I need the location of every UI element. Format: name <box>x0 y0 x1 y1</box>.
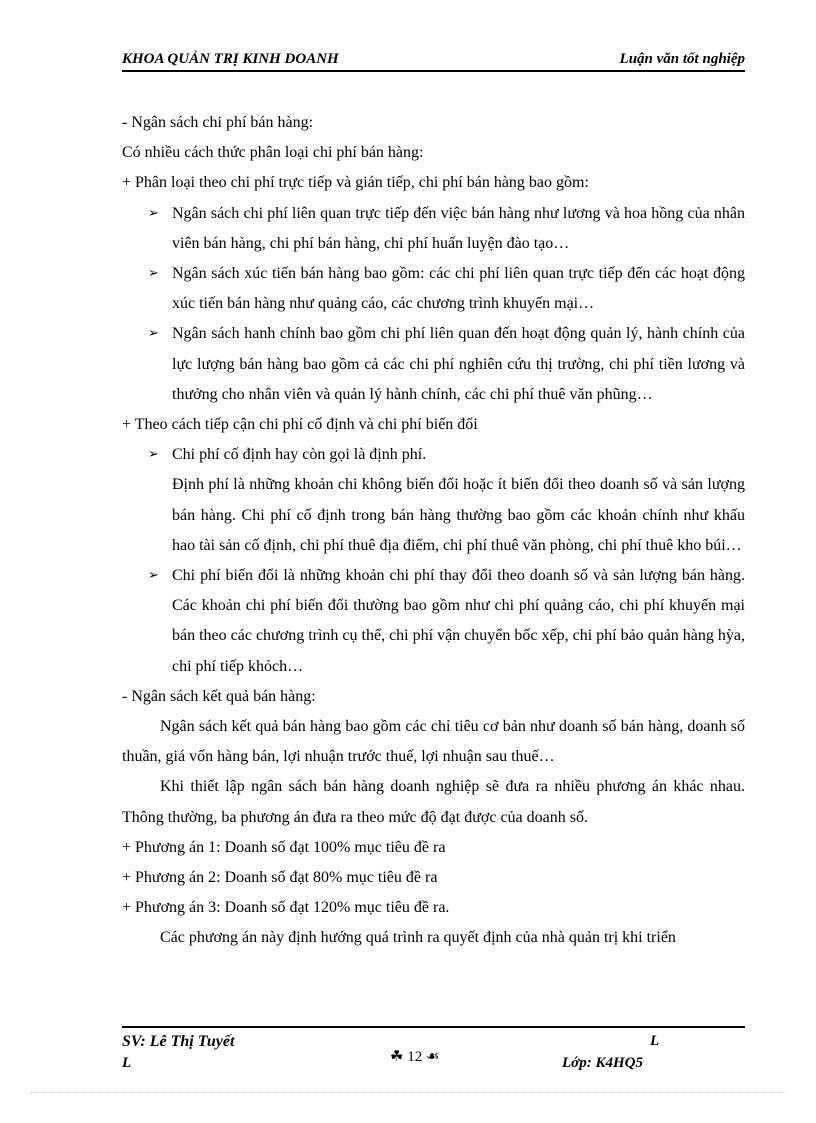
paragraph-options: Khi thiết lập ngân sách bán hàng doanh nghiệp sẽ đưa ra nhiều phương án khác nhau. Thông thường, ba phương án đưa ra theo mức độ đạt được của doanh số. <box>122 778 745 826</box>
page-header <box>122 48 745 72</box>
bullet-item <box>122 561 745 682</box>
document-type: Luận văn tốt nghiệp <box>619 51 745 67</box>
arrow-bullet-icon: ➢ <box>148 568 159 584</box>
class-fragment: L <box>650 1033 660 1049</box>
student-name-fragment: L <box>122 1055 132 1071</box>
classification-direct-indirect: + Phân loại theo chi phí trực tiếp và gián tiếp, chi phí bán hàng bao gồm: <box>122 174 589 192</box>
bullet-item <box>122 259 745 319</box>
bullet-text: Ngân sách xúc tiến bán hàng bao gồm: các chi phí liên quan trực tiếp đến các hoạt động xúc tiến bán hàng như quảng cáo, các chương trình khuyến mại… <box>172 265 745 313</box>
arrow-bullet-icon: ➢ <box>148 447 159 463</box>
option-1: + Phương án 1: Doanh số đạt 100% mục tiêu đề ra <box>122 838 446 856</box>
option-2: + Phương án 2: Doanh số đạt 80% mục tiêu đề ra <box>122 869 438 887</box>
page-body <box>122 108 745 954</box>
class-name: Lớp: K4HQ5 <box>562 1055 643 1071</box>
arrow-bullet-icon: ➢ <box>148 326 159 342</box>
bullet-text: Chi phí cố định hay còn gọi là định phí. <box>172 446 427 464</box>
option-3: + Phương án 3: Doanh số đạt 120% mục tiêu đề ra. <box>122 899 450 917</box>
paragraph-intro: Có nhiều cách thức phân loại chi phí bán hàng: <box>122 144 424 162</box>
page-number: ☘ 12 ☙ <box>390 1049 440 1065</box>
bullet-text: Chi phí biến đổi là những khoản chi phí thay đổi theo doanh số và sản lượng bán hàng. Các khoản chi phí biến đổi thường bao gồm như chi phí quảng cáo, chi phí khuyến mại bán theo các chương trình cụ thể, chi phí vận chuyển bốc xếp, chi phí bảo quản hàng hỳa, chi phí tiếp khỏch… <box>172 567 745 675</box>
paragraph-continues: Các phương án này định hướng quá trình ra quyết định của nhà quản trị khi triển <box>160 929 676 947</box>
page-edge-rule <box>30 1092 786 1093</box>
bullet-detail: Định phí là những khoản chi không biến đổi hoặc ít biến đổi theo doanh số và sản lượng bán hàng. Chi phí cố định trong bán hàng thường bao gồm các khoản chính như khấu hao tài sản cố định, chi phí thuê địa điểm, chi phí thuê văn phòng, chi phí thuê kho búi… <box>172 476 745 554</box>
section-heading-result-budget: - Ngân sách kết quả bán hàng: <box>122 687 316 705</box>
page-footer <box>122 1026 745 1071</box>
classification-fixed-variable: + Theo cách tiếp cận chi phí cố định và chi phí biến đổi <box>122 416 478 434</box>
bullet-item <box>122 199 745 259</box>
bullet-text: Ngân sách hanh chính bao gồm chi phí liên quan đến hoạt động quản lý, hành chính của lực lượng bán hàng bao gồm cả các chi phí nghiên cứu thị trường, chi phí tiền lương và thưởng cho nhân viên và quản lý hành chính, các chi phí thuê văn phũng… <box>172 325 745 403</box>
faculty-name: KHOA QUẢN TRỊ KINH DOANH <box>122 51 339 67</box>
student-name: SV: Lê Thị Tuyết <box>122 1033 235 1050</box>
paragraph-result-budget: Ngân sách kết quả bán hàng bao gồm các chỉ tiêu cơ bản như doanh số bán hàng, doanh số thuần, giá vốn hàng bán, lợi nhuận trước thuế, lợi nhuận sau thuế… <box>122 718 745 766</box>
arrow-bullet-icon: ➢ <box>148 266 159 282</box>
bullet-item <box>122 440 745 470</box>
section-heading-cost-budget: - Ngân sách chi phí bán hàng: <box>122 114 314 131</box>
bullet-text: Ngân sách chi phí liên quan trực tiếp đến việc bán hàng như lương và hoa hồng của nhân viên bán hàng, chi phí bán hàng, chi phí huấn luyện đào tạo… <box>172 204 745 252</box>
arrow-bullet-icon: ➢ <box>148 205 159 221</box>
bullet-item <box>122 319 745 410</box>
